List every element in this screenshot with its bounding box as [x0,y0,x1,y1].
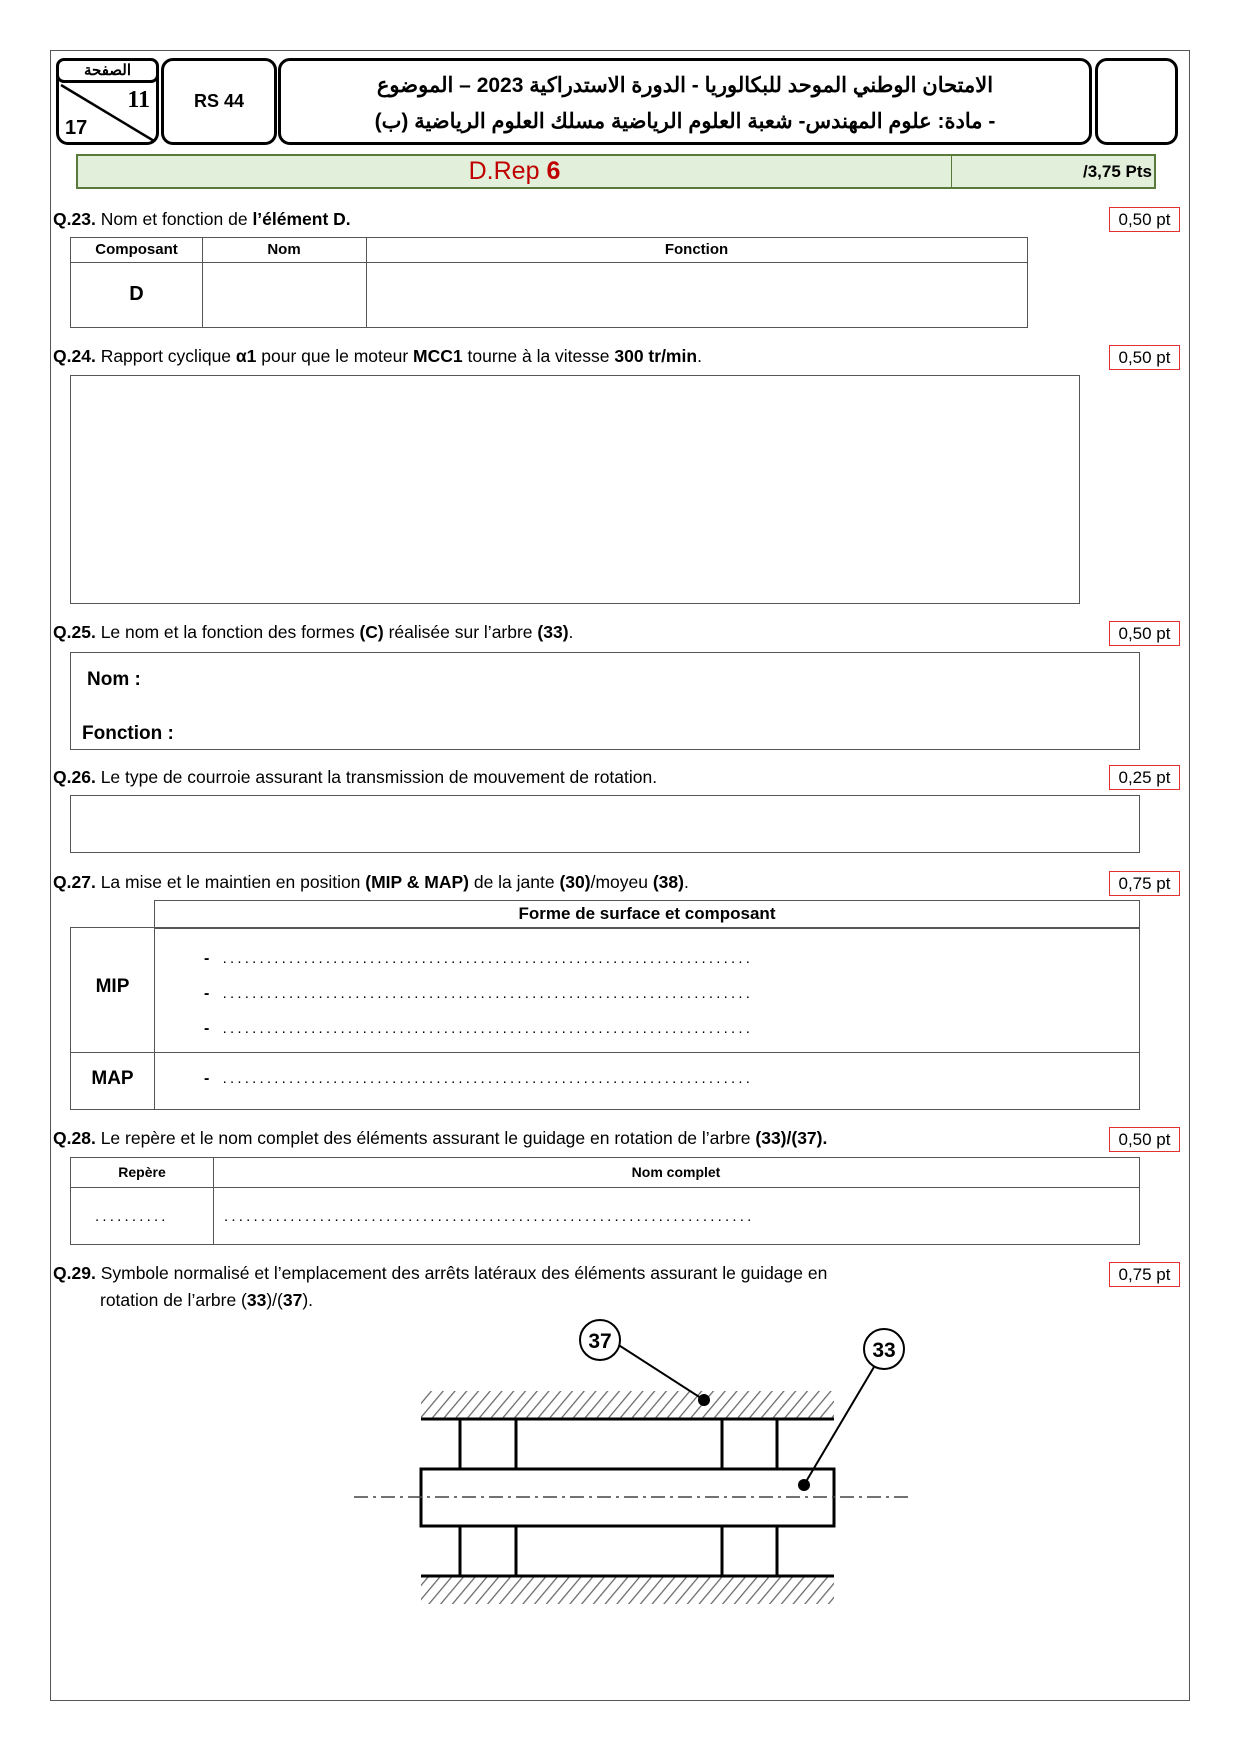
nom-complet-field[interactable]: ........................................................................ [224,1208,755,1225]
q27-points: 0,75 pt [1109,871,1180,896]
page-label: الصفحة [56,58,159,83]
map-label: MAP [91,1068,134,1089]
q29-text-line2: rotation de l’arbre (33)/(37). [100,1290,314,1310]
q25-text: Q.25. Le nom et la fonction des formes (C) réalisée sur l’arbre (33). [53,622,574,642]
q29-points: 0,75 pt [1109,1262,1180,1287]
composant-d: D [129,283,144,305]
repere-field[interactable]: .......... [95,1208,169,1225]
q29-text: Q.29. Symbole normalisé et l’emplacement des arrêts latéraux des éléments assurant le guidage en [53,1263,828,1283]
mip-line[interactable]: - ........................................................................ [204,950,754,967]
leader-33 [804,1367,874,1485]
q24-text: Q.24. Rapport cyclique α1 pour que le moteur MCC1 tourne à la vitesse 300 tr/min. [53,346,702,366]
q23-points: 0,50 pt [1109,207,1180,232]
header-fonction: Fonction [664,241,729,258]
q24-points: 0,50 pt [1109,345,1180,370]
header-nom: Nom [267,241,301,258]
housing-hatch-top [421,1391,834,1419]
mip-line[interactable]: - ........................................................................ [204,1020,754,1037]
exam-title-line1: الامتحان الوطني الموحد للبكالوريا - الدورة الاستدراكية 2023 – الموضوع [376,74,994,97]
q26-points: 0,25 pt [1109,765,1180,790]
q23-text: Q.23. Nom et fonction de l’élément D. [53,209,351,229]
q25-points: 0,50 pt [1109,621,1180,646]
exam-title-line2: - مادة: علوم المهندس- شعبة العلوم الرياضية مسلك العلوم الرياضية (ب) [374,110,996,133]
section-number: 6 [546,157,561,185]
mip-line[interactable]: - ........................................................................ [204,985,754,1002]
header-composant: Composant [95,241,178,258]
q28-points: 0,50 pt [1109,1127,1180,1152]
mip-label: MIP [95,976,130,997]
q26-text: Q.26. Le type de courroie assurant la transmission de mouvement de rotation. [53,767,658,787]
q27-header: Forme de surface et composant [154,900,1140,929]
housing-hatch-bottom [421,1576,834,1604]
q27-text: Q.27. La mise et le maintien en position (MIP & MAP) de la jante (30)/moyeu (38). [53,872,689,892]
section-points: /3,75 Pts [951,156,1154,187]
label-37: 37 [588,1330,612,1353]
nom-label: Nom : [87,669,141,690]
section-prefix: D.Rep [468,157,540,185]
page-current: 11 [127,87,150,113]
page-total: 17 [65,117,88,139]
label-33: 33 [872,1339,896,1362]
exam-code: RS 44 [161,58,277,145]
q28-text: Q.28. Le repère et le nom complet des éléments assurant le guidage en rotation de l’arbre (33)/(37). [53,1128,828,1148]
header-repere: Repère [118,1164,166,1180]
map-line[interactable]: - ........................................................................ [204,1070,754,1087]
fonction-label: Fonction : [82,723,174,744]
header-nom-complet: Nom complet [631,1164,721,1180]
